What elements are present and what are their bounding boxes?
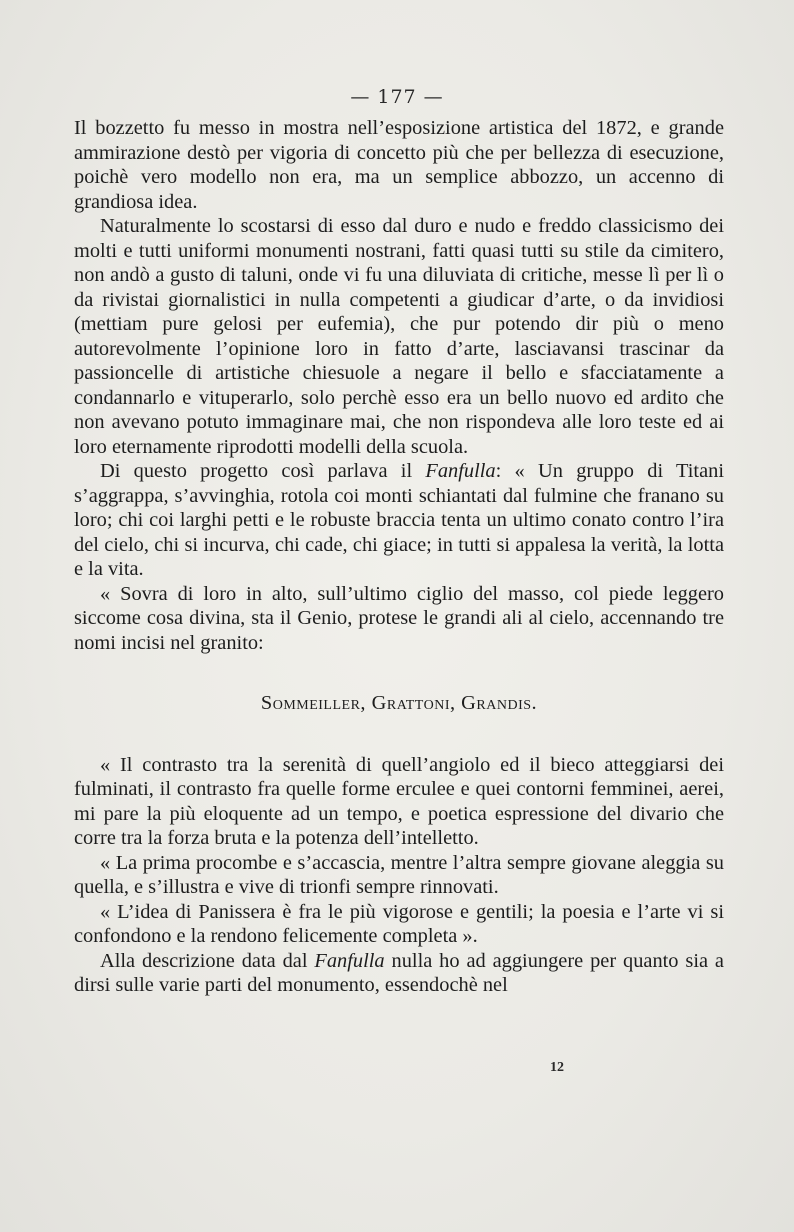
names-line: Sommeiller, Grattoni, Grandis.	[260, 692, 538, 714]
paragraph-8-intro: Alla descrizione data dal	[100, 949, 315, 972]
fanfulla-title: Fanfulla	[425, 460, 496, 482]
signature-mark: 12	[550, 1060, 564, 1075]
page-body	[74, 116, 724, 998]
paragraph-7: « L’idea di Panissera è fra le più vigorose e gentili; la poesia e l’arte vi si confondono e la rendono felicemente completa ».	[74, 900, 724, 947]
paragraph-3	[74, 459, 724, 582]
paragraph-1: Il bozzetto fu messo in mostra nell’esposizione artistica del 1872, e grande ammirazione destò per vigoria di concetto più che per bellezza di esecuzione, poichè vero modello non era, ma un semplice abbozzo, un accenno di grandiosa idea.	[74, 117, 724, 213]
fanfulla-title-2: Fanfulla	[314, 949, 385, 972]
paragraph-6: « La prima procombe e s’accascia, mentre l’altra sempre giovane aleggia su quella, e s’illustra e vive di trionfi sempre rinnovati.	[74, 851, 724, 898]
paragraph-4: « Sovra di loro in alto, sull’ultimo ciglio del masso, col piede leggero siccome cosa divina, sta il Genio, protese le grandi ali al cielo, accennando tre nomi incisi nel granito:	[74, 582, 724, 654]
paragraph-2: Naturalmente lo scostarsi di esso dal duro e nudo e freddo classicismo dei molti e tutti uniformi monumenti nostrani, fatti quasi tutti su stile da cimitero, non andò a gusto di taluni, onde vi fu una diluviata di critiche, messe lì per lì o da rivistai giornalistici in nulla competenti a giudicar d’arte, o da invidiosi (mettiam pure gelosi per eufemia), che pur potendo dir più o meno autorevolmente l’opinione loro in fatto d’arte, lasciavansi trascinar da passioncelle di artistiche chiesuole a negare il bello e sfacciatamente a condannarlo e vituperarlo, solo perchè esso era un bello nuovo ed ardito che non avevano potuto immaginare mai, che non rispondeva alle loro teste ed ai loro eternamente riprodotti modelli della scuola.	[74, 215, 724, 458]
paragraph-8-rest: nulla ho ad aggiungere per quanto sia a dirsi sulle varie parti del monumento, essendochè nel	[74, 949, 724, 996]
paragraph-3-quote: : « Un gruppo di Titani s’aggrappa, s’avvinghia, rotola coi monti schiantati dal fulmine che franano su loro; chi coi larghi petti e le robuste braccia tenta un ultimo conato contro l’ira del cielo, chi si incurva, chi cade, chi giace; in tutti si appalesa la verità, la lotta e la vita.	[74, 460, 724, 580]
paragraph-8	[74, 949, 724, 998]
paragraph-3-intro: Di questo progetto così parlava il	[100, 460, 426, 482]
page-number-header: — 177 —	[350, 86, 444, 108]
paragraph-5: « Il contrasto tra la serenità di quell’angiolo ed il bieco atteggiarsi dei fulminati, il contrasto fra quelle forme erculee e quei contorni femminei, aerei, mi pare la più eloquente ad un tempo, e poetica espressione del divario che corre tra la forza bruta e la potenza dell’intelletto.	[74, 753, 724, 849]
